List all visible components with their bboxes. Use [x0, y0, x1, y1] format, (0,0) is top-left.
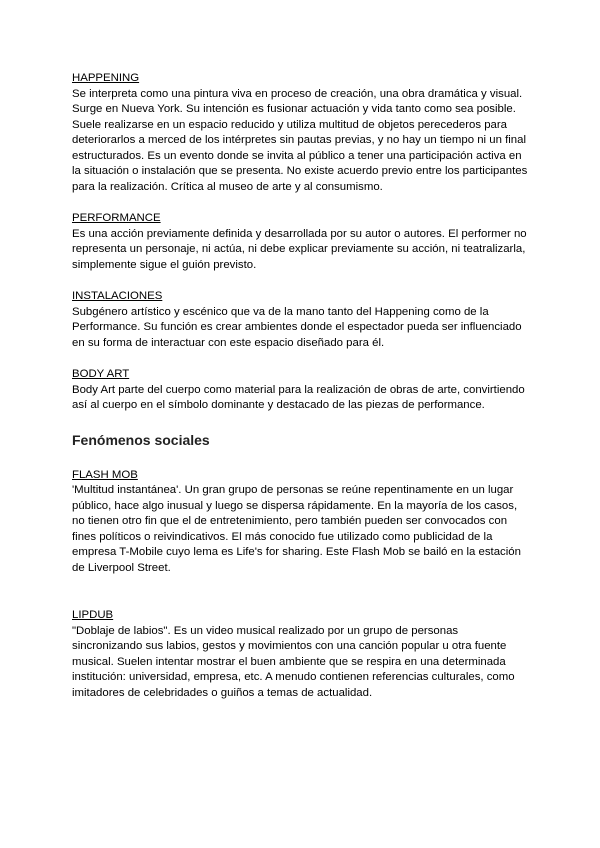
document-page [72, 71, 528, 701]
section-lipdub [72, 608, 528, 701]
term-definition: Es una acción previamente definida y desarrollada por su autor o autores. El performer no representa un personaje, ni actúa, ni debe explicar previamente su acción, ni teatralizarla, simplemente sigue el guión previsto. [72, 227, 527, 271]
term-definition: Se interpreta como una pintura viva en proceso de creación, una obra dramática y visual. Surge en Nueva York. Su intención es fusionar actuación y vida tanto como sea posible. Suele realizarse en un espacio reducido y utiliza multitud de objetos perecederos para deteriorarlos a merced de los intérpretes sin pautas previas, y no hay un tiempo ni un final estructurados. Es un evento donde se invita al público a tener una participación activa en la situación o instalación que se presenta. No existe acuerdo previo entre los participantes para la realización. Crítica al museo de arte y al consumismo. [72, 87, 528, 193]
section-happening [72, 71, 528, 195]
term-heading: INSTALACIONES [72, 290, 163, 302]
section-instalaciones [72, 289, 528, 351]
social-phenomena-heading: Fenómenos sociales [72, 431, 210, 448]
section-performance [72, 211, 528, 273]
term-heading: FLASH MOB [72, 468, 138, 481]
term-heading: BODY ART [72, 368, 130, 380]
term-definition: "Doblaje de labios". Es un video musical realizado por un grupo de personas sincronizando sus labios, gestos y movimientos con una canción popular u otra fuente musical. Suelen intentar mostrar el buen ambiente que se respira en una determinada institución: universidad, empresa, etc. A menudo contienen referencias culturales, como imitadores de celebridades o guiños a temas de actualidad. [72, 624, 515, 699]
term-heading: LIPDUB [72, 609, 114, 621]
section-flash-mob [72, 468, 528, 577]
term-definition: 'Multitud instantánea'. Un gran grupo de personas se reúne repentinamente en un lugar público, hace algo inusual y luego se dispersa rápidamente. En la mayoría de los casos, no tienen otro fin que el de entretenimiento, pero también pueden ser convocados con fines políticos o reivindicativos. El más conocido fue utilizado como publicidad de la empresa T-Mobile cuyo lema es Life's for sharing. Este Flash Mob se bailó en la estación de Liverpool Street. [72, 484, 521, 574]
term-heading: HAPPENING [72, 72, 140, 84]
section-body-art [72, 367, 528, 414]
term-heading: PERFORMANCE [72, 212, 161, 224]
term-definition: Subgénero artístico y escénico que va de la mano tanto del Happening como de la Performance. Su función es crear ambientes donde el espectador pueda ser influenciado en su forma de interactuar con este espacio diseñado para él. [72, 305, 522, 349]
term-definition: Body Art parte del cuerpo como material para la realización de obras de arte, convirtiendo así al cuerpo en el símbolo dominante y destacado de las piezas de performance. [72, 383, 525, 411]
